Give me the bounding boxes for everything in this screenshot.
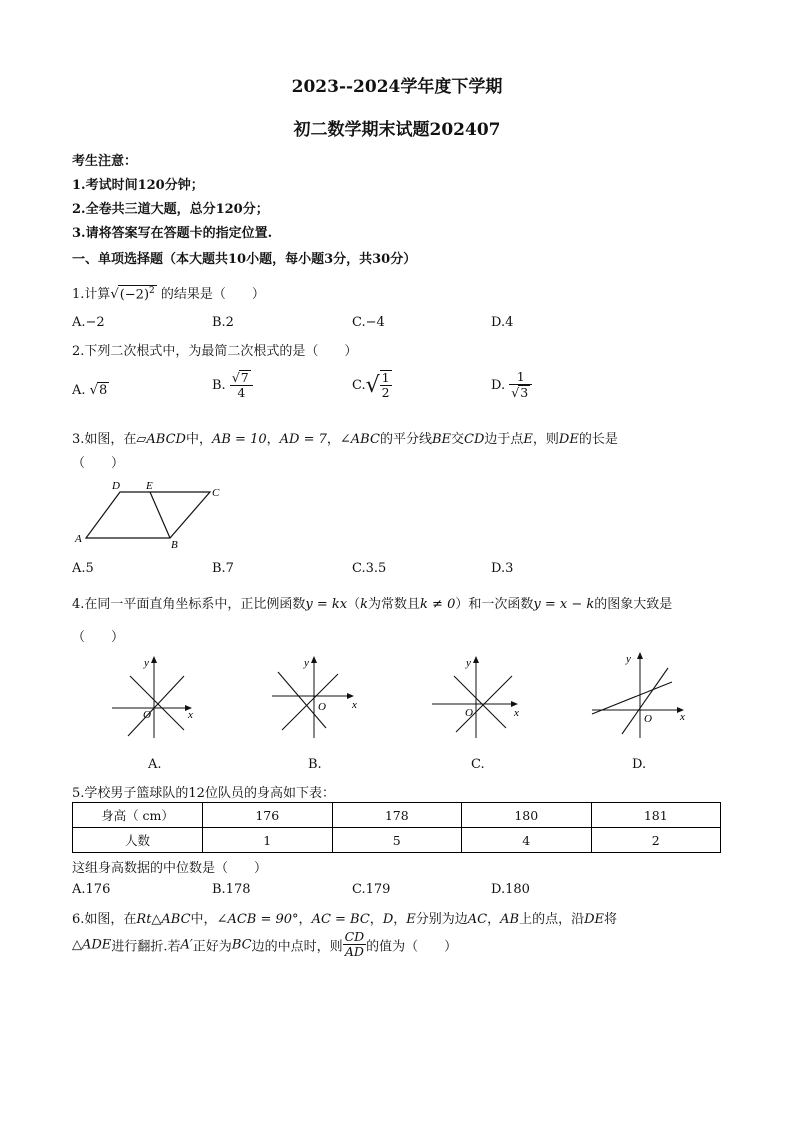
table-cell: 人数: [73, 828, 203, 853]
question-6-line2: △ADE进行翻折.若A′正好为BC边的中点时，则 $\frac{CD}{AD}$ 的值为（ ）: [72, 929, 458, 960]
line-proportional: [128, 676, 184, 736]
q3-option-c: C.3.5: [352, 561, 387, 576]
origin-label: O: [644, 713, 652, 725]
y-label: y: [304, 657, 309, 669]
notice-item-3: 3.请将答案写在答题卡的指定位置.: [72, 226, 273, 241]
table-cell: 181: [591, 803, 721, 828]
line-linear: [592, 682, 672, 714]
x-label: x: [514, 707, 519, 719]
q4-option-d: D.: [632, 757, 647, 772]
q6-fraction: $\frac{CD}{AD}$: [344, 929, 365, 960]
label-d: D: [112, 480, 120, 492]
q3-option-a: A.5: [72, 561, 94, 576]
sqrt-symbol: √: [110, 287, 119, 302]
label-a: A: [75, 533, 82, 545]
parallelogram-abcd: [86, 492, 210, 538]
y-axis-arrow: [311, 656, 317, 663]
question-2-stem: 2.下列二次根式中，为最简二次根式的是（ ）: [72, 344, 358, 359]
q2-option-b: B. $\frac{√7}{4}$: [212, 370, 253, 401]
table-row: [73, 828, 721, 853]
x-label: x: [352, 699, 357, 711]
y-label: y: [144, 657, 149, 669]
table-cell: 178: [332, 803, 462, 828]
q2-option-a: A. √8: [72, 383, 108, 398]
line-linear: [282, 674, 338, 730]
origin-label: O: [465, 707, 473, 719]
q4-graph-d: [588, 648, 692, 742]
exam-title-line2: 初二数学期末试题202407: [293, 120, 501, 140]
question-5-stem: 5.学校男子篮球队的12位队员的身高如下表：: [72, 786, 335, 801]
y-axis-arrow: [473, 656, 479, 663]
q1-option-a: A.−2: [72, 315, 105, 330]
height-table: [72, 802, 721, 853]
question-3-stem: 3.如图，在▱ABCD中，AB = 10，AD = 7，∠ABC的平分线BE交CD边于点E，则DE的长是: [72, 432, 618, 447]
table-cell: 180: [462, 803, 592, 828]
notice-heading: 考生注意：: [72, 154, 138, 169]
origin-label: O: [143, 709, 151, 721]
q5-option-d: D.180: [491, 882, 530, 897]
q4-graph-b: [268, 652, 360, 742]
origin-label: O: [318, 701, 326, 713]
q2-option-d: D. $\frac{1}{√3}$: [491, 370, 532, 401]
q5-option-b: B.178: [212, 882, 251, 897]
question-4-paren: （ ）: [72, 630, 125, 645]
table-cell: 176: [203, 803, 333, 828]
question-5-question: 这组身高数据的中位数是（ ）: [72, 861, 268, 876]
exam-title-line1: 2023--2024学年度下学期: [291, 77, 503, 97]
question-6-line1: 6.如图，在Rt△ABC中，∠ACB = 90°，AC = BC，D，E分别为边AC，AB上的点，沿DE将: [72, 912, 618, 927]
table-cell: 4: [462, 828, 592, 853]
y-axis-arrow: [151, 656, 157, 663]
q4-option-c: C.: [471, 757, 485, 772]
x-label: x: [188, 709, 193, 721]
y-label: y: [626, 653, 631, 665]
label-c: C: [212, 487, 220, 499]
label-b: B: [171, 539, 178, 550]
segment-be: [150, 492, 170, 538]
q1-radicand: $(-2)^2$: [119, 285, 155, 302]
line-proportional: [278, 672, 326, 728]
q5-option-c: C.179: [352, 882, 391, 897]
table-cell: 1: [203, 828, 333, 853]
notice-item-2: 2.全卷共三道大题，总分120分；: [72, 202, 269, 217]
q4-option-b: B.: [308, 757, 322, 772]
q3-option-b: B.7: [212, 561, 234, 576]
table-row: [73, 803, 721, 828]
table-cell: 5: [332, 828, 462, 853]
q4-graph-a: [108, 652, 200, 742]
question-1-stem: 1.计算$√(-2)^2$ 的结果是（ ）: [72, 285, 265, 302]
notice-item-1: 1.考试时间120分钟；: [72, 178, 204, 193]
table-cell: 身高（ cm）: [73, 803, 203, 828]
question-3-paren: （ ）: [72, 456, 125, 471]
q2-option-c: C.√ $\frac{1}{2}$: [352, 370, 390, 401]
table-cell: 2: [591, 828, 721, 853]
x-label: x: [680, 711, 685, 723]
q4-option-a: A.: [148, 757, 162, 772]
line-proportional: [454, 676, 506, 728]
q1-option-d: D.4: [491, 315, 514, 330]
q4-graph-c: [430, 652, 522, 742]
q5-option-a: A.176: [72, 882, 111, 897]
q1-option-b: B.2: [212, 315, 234, 330]
y-axis-arrow: [637, 652, 643, 659]
q1-option-c: C.−4: [352, 315, 385, 330]
question-4-stem: 4.在同一平面直角坐标系中，正比例函数y = kx（k为常数且k ≠ 0）和一次函数y = x − k的图象大致是: [72, 597, 673, 612]
label-e: E: [146, 480, 153, 492]
q3-parallelogram-figure: [72, 478, 232, 550]
y-label: y: [466, 657, 471, 669]
q3-option-d: D.3: [491, 561, 514, 576]
section-1-title: 一、单项选择题（本大题共10小题，每小题3分，共30分）: [72, 252, 417, 267]
